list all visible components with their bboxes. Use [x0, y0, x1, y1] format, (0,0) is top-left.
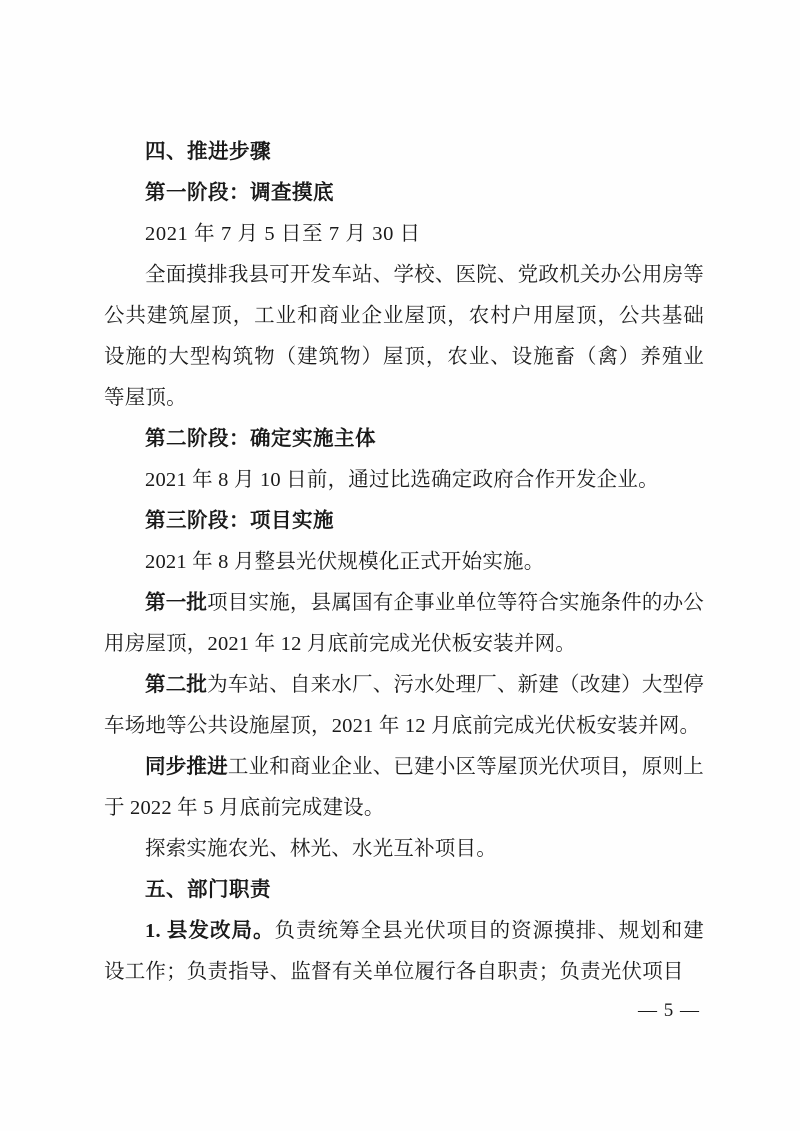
phase-three-body: 2021 年 8 月整县光伏规模化正式开始实施。: [145, 551, 545, 573]
phase-one-heading: 第一阶段：调查摸底: [145, 182, 334, 204]
sync-advance-paragraph: [104, 747, 704, 829]
phase-two-body: 2021 年 8 月 10 日前，通过比选确定政府合作开发企业。: [145, 469, 659, 491]
phase-three-heading: 第三阶段：项目实施: [145, 510, 334, 532]
sync-advance-text: 工业和商业企业、已建小区等屋顶光伏项目，原则上于 2022 年 5 月底前完成建设。: [104, 756, 704, 819]
section-heading-five: 五、部门职责: [145, 879, 271, 901]
batch-two-paragraph: [104, 665, 704, 747]
department-one-paragraph: [104, 911, 704, 993]
sync-advance-lead: 同步推进: [145, 756, 228, 778]
batch-two-lead: 第二批: [145, 674, 208, 696]
department-one-lead: 1. 县发改局。: [145, 920, 275, 942]
batch-one-text: 项目实施，县属国有企事业单位等符合实施条件的办公用房屋顶，2021 年 12 月底前完成光伏板安装并网。: [104, 592, 704, 655]
phase-one-date: 2021 年 7 月 5 日至 7 月 30 日: [145, 223, 421, 245]
document-body: [104, 132, 704, 993]
section-heading-four: 四、推进步骤: [145, 141, 271, 163]
phase-one-body: 全面摸排我县可开发车站、学校、医院、党政机关办公用房等公共建筑屋顶，工业和商业企业屋顶，农村户用屋顶，公共基础设施的大型构筑物（建筑物）屋顶，农业、设施畜（禽）养殖业等屋顶。: [104, 264, 704, 409]
batch-one-paragraph: [104, 583, 704, 665]
explore-paragraph: 探索实施农光、林光、水光互补项目。: [145, 838, 497, 860]
department-one-text: 负责统筹全县光伏项目的资源摸排、规划和建设工作；负责指导、监督有关单位履行各自职责；负责光伏项目: [104, 920, 704, 983]
page-number-footer: — 5 —: [638, 1000, 700, 1021]
phase-two-heading: 第二阶段：确定实施主体: [145, 428, 376, 450]
batch-one-lead: 第一批: [145, 592, 208, 614]
batch-two-text: 为车站、自来水厂、污水处理厂、新建（改建）大型停车场地等公共设施屋顶，2021 年 12 月底前完成光伏板安装并网。: [104, 674, 704, 737]
